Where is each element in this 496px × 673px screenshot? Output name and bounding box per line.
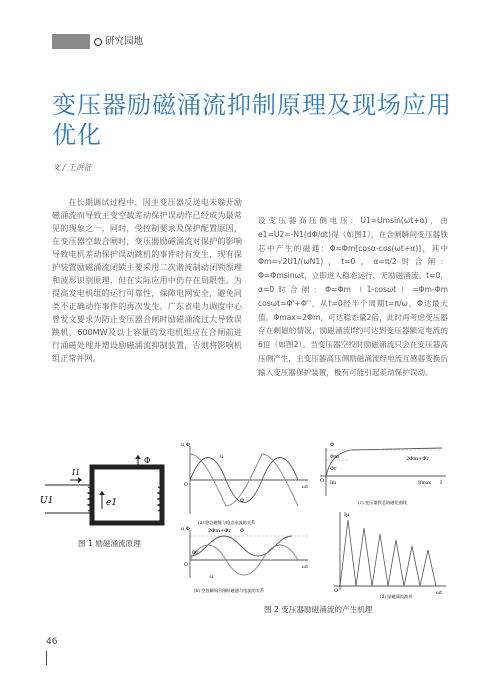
panel-d-y-label: Iμ bbox=[344, 512, 350, 518]
panel-c-ifmax-label: Ifmax bbox=[418, 481, 431, 486]
panel-c-caption: (c) 变压器铁芯的磁化曲线 bbox=[358, 500, 407, 505]
panel-c-phim-label: Φm bbox=[330, 454, 339, 460]
panel-c-magnetization-curve bbox=[326, 448, 442, 476]
panel-c-phir-label: Φr bbox=[330, 466, 337, 472]
panel-b-u-label: u bbox=[210, 574, 214, 580]
figure1-caption: 图 1 励磁涌流原理 bbox=[78, 539, 141, 548]
panel-b-caption: (b) 空投瞬间合闸时磁通与电流的关系 bbox=[194, 588, 265, 593]
panel-a-u-label: u bbox=[220, 454, 224, 460]
panel-d-origin-label: O bbox=[334, 588, 339, 594]
panel-d-x-label: ωt bbox=[436, 590, 443, 596]
article-title: 变压器励磁涌流抑制原理及现场应用优化 bbox=[52, 91, 452, 149]
panel-c-peak-label: 2Φm+Φr bbox=[406, 456, 429, 462]
voltage-label: U1 bbox=[40, 496, 54, 506]
body-right-column bbox=[258, 214, 448, 380]
emf-label: e1 bbox=[106, 498, 118, 508]
panel-a-phi-label: Φ bbox=[240, 498, 245, 504]
panel-c-x-label: I bbox=[440, 480, 442, 486]
page-number-rule bbox=[46, 651, 47, 665]
panel-a-y-label: u,Φ bbox=[181, 442, 190, 448]
panel-c-im-label: Im bbox=[330, 481, 337, 486]
section-label bbox=[94, 34, 143, 49]
panel-c-y-label: Φ bbox=[330, 442, 335, 448]
panel-b-phi-label: Φ bbox=[240, 528, 245, 534]
panel-a-caption: (a) 稳态磁链与稳态电流的关系 bbox=[198, 520, 256, 525]
author-line: 文 / 王洪征 bbox=[52, 163, 92, 172]
flux-label: Φ bbox=[144, 456, 151, 465]
figure2-panel-c bbox=[320, 442, 446, 506]
bullet-icon bbox=[94, 38, 102, 46]
figure1-transformer-diagram bbox=[40, 455, 200, 540]
panel-b-y-label: u,Φ bbox=[181, 526, 190, 532]
panel-b-flux-curve bbox=[190, 536, 292, 556]
page-number: 46 bbox=[46, 637, 58, 647]
panel-d-caption: (d) 励磁涌流波形 bbox=[380, 594, 413, 599]
figure2-waveform-diagram bbox=[180, 440, 450, 600]
panel-b-origin-label: O bbox=[184, 562, 189, 568]
figure2-panel-a bbox=[181, 442, 308, 526]
panel-a-origin-label: O bbox=[184, 482, 189, 488]
panel-b-peak-label: 2Φm+Φr bbox=[208, 528, 231, 534]
figure2-panel-d bbox=[334, 512, 446, 600]
flux-arrow-head bbox=[135, 455, 141, 459]
current-arrow-head bbox=[78, 477, 82, 483]
section-tab-block bbox=[52, 34, 90, 49]
panel-b-phir-label: Φr bbox=[192, 550, 199, 556]
figure2-panel-b bbox=[181, 526, 308, 594]
panel-b-x-label: ωt bbox=[302, 564, 309, 570]
panel-d-inrush-waveform bbox=[340, 520, 436, 586]
panel-a-x-label: ωt bbox=[302, 484, 309, 490]
body-left-paragraph: 在长期调试过程中，因主变压器反送电未躲开励磁涌流而导致主变空载差动保护误动作已经成为最常见的现象之一，同时，受控制要求及保护配置原因，在变压器空载合闸时，变压器励磁涌流对保护的影响导致电机差动保护误动跳机的事件时有发生，现有保护装置励磁涌流闭锁主要采用二次谐波制动闭锁原理和波形识别原理，但在实际应用中仍存在局限性。为提高发电机组的运行可靠性，保障电网安全，避免同类不正确动作事件的再次发生。广东省电力调度中心曾发文要求为防止变压器合闸时励磁涌流过大导致误跳机，600MW及以上容量的发电机组应在合闸前进行涌磁处理并增设励磁涌流抑制装置，否则将影响机组正常并网。 bbox=[52, 197, 242, 363]
current-label: I1 bbox=[72, 468, 81, 477]
body-right-paragraph: 设变压器高压侧电压：U1=Umsin(ωt+α)，由e1=U2=-N1(dΦ/dt)得（如图1），在合闸瞬间变压器铁芯中产生的磁通：Φ=Φm[cosα-cos(ωt+α)]，其中Φm=√2U1/(ωN1)，t=0，α=π/2时合闸：Φ=Φmsinωt，立即进入稳态运行，无励磁涌流。t=0，α=0时合闸：Φ=Φm（1-cosωt）=Φm-Φm cosωt=Φ'+Φ''，从t=0经半个周期t=π/ω，Φ达最大值，Φmax=2Φm，可达稳态量2倍，此时再考虑变压器存在剩磁的情况，励磁涌流If约可达到变压器额定电流的6倍（如图2）。当变压器空投时励磁涌流只会在变压器高压侧产生，主变压器高压侧励磁涌流经电流互感器变换后输入变压器保护装置，极有可能引起差动保护误动。 bbox=[258, 216, 448, 377]
emf-arrow-head bbox=[99, 491, 105, 495]
figure2-caption: 图 2 变压器励磁涌流的产生机理 bbox=[264, 605, 373, 614]
section-label-text: 研究园地 bbox=[105, 36, 144, 47]
panel-c-origin-label: O bbox=[320, 478, 325, 484]
